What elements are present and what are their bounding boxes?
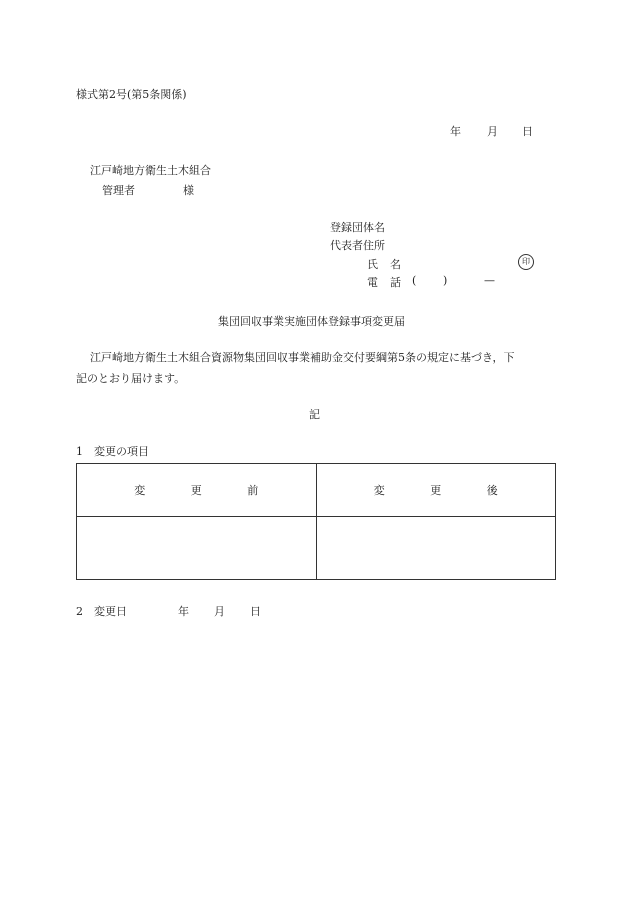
group-name-label: 登録団体名 (330, 221, 385, 234)
name-label-1: 氏 (367, 258, 378, 271)
section-1-label: 1 変更の項目 (76, 445, 149, 458)
recipient-org: 江戸崎地方衛生土木組合 (90, 164, 211, 177)
form-number: 様式第2号(第5条関係) (76, 88, 187, 101)
section-2-label: 2 変更日 (76, 605, 127, 618)
after-char-3: 後 (486, 484, 498, 497)
change-date-year: 年 (178, 605, 189, 618)
name-label-2: 名 (390, 258, 401, 271)
phone-dash: — (484, 274, 495, 287)
table-body-row (77, 517, 556, 580)
phone-label-2: 話 (390, 276, 401, 289)
ki-heading: 記 (309, 408, 320, 421)
changes-table (76, 463, 556, 580)
change-date-day: 日 (250, 605, 261, 618)
address-label: 代表者住所 (330, 239, 385, 252)
before-header (77, 464, 317, 517)
before-char-1: 変 (134, 484, 146, 497)
date-month: 月 (487, 125, 498, 138)
date-year: 年 (450, 125, 461, 138)
recipient-title: 管理者 (102, 184, 135, 197)
after-char-2: 更 (430, 484, 442, 497)
phone-open-paren: ( (412, 274, 417, 287)
change-date-month: 月 (214, 605, 225, 618)
body-line-1: 江戸崎地方衛生土木組合資源物集団回収事業補助金交付要綱第5条の規定に基づき，下 (90, 351, 515, 364)
before-char-3: 前 (247, 484, 259, 497)
after-header (316, 464, 556, 517)
seal-mark: 印 (518, 254, 534, 270)
recipient-honorific: 様 (183, 184, 194, 197)
document-title: 集団回収事業実施団体登録事項変更届 (218, 315, 405, 328)
table-header-row (77, 464, 556, 517)
after-char-1: 変 (373, 484, 385, 497)
phone-close-paren: ) (443, 274, 448, 287)
body-line-2: 記のとおり届けます。 (76, 372, 186, 385)
phone-label-1: 電 (367, 276, 378, 289)
before-value-cell[interactable] (77, 517, 317, 580)
date-day: 日 (522, 125, 533, 138)
after-value-cell[interactable] (316, 517, 556, 580)
before-char-2: 更 (190, 484, 202, 497)
